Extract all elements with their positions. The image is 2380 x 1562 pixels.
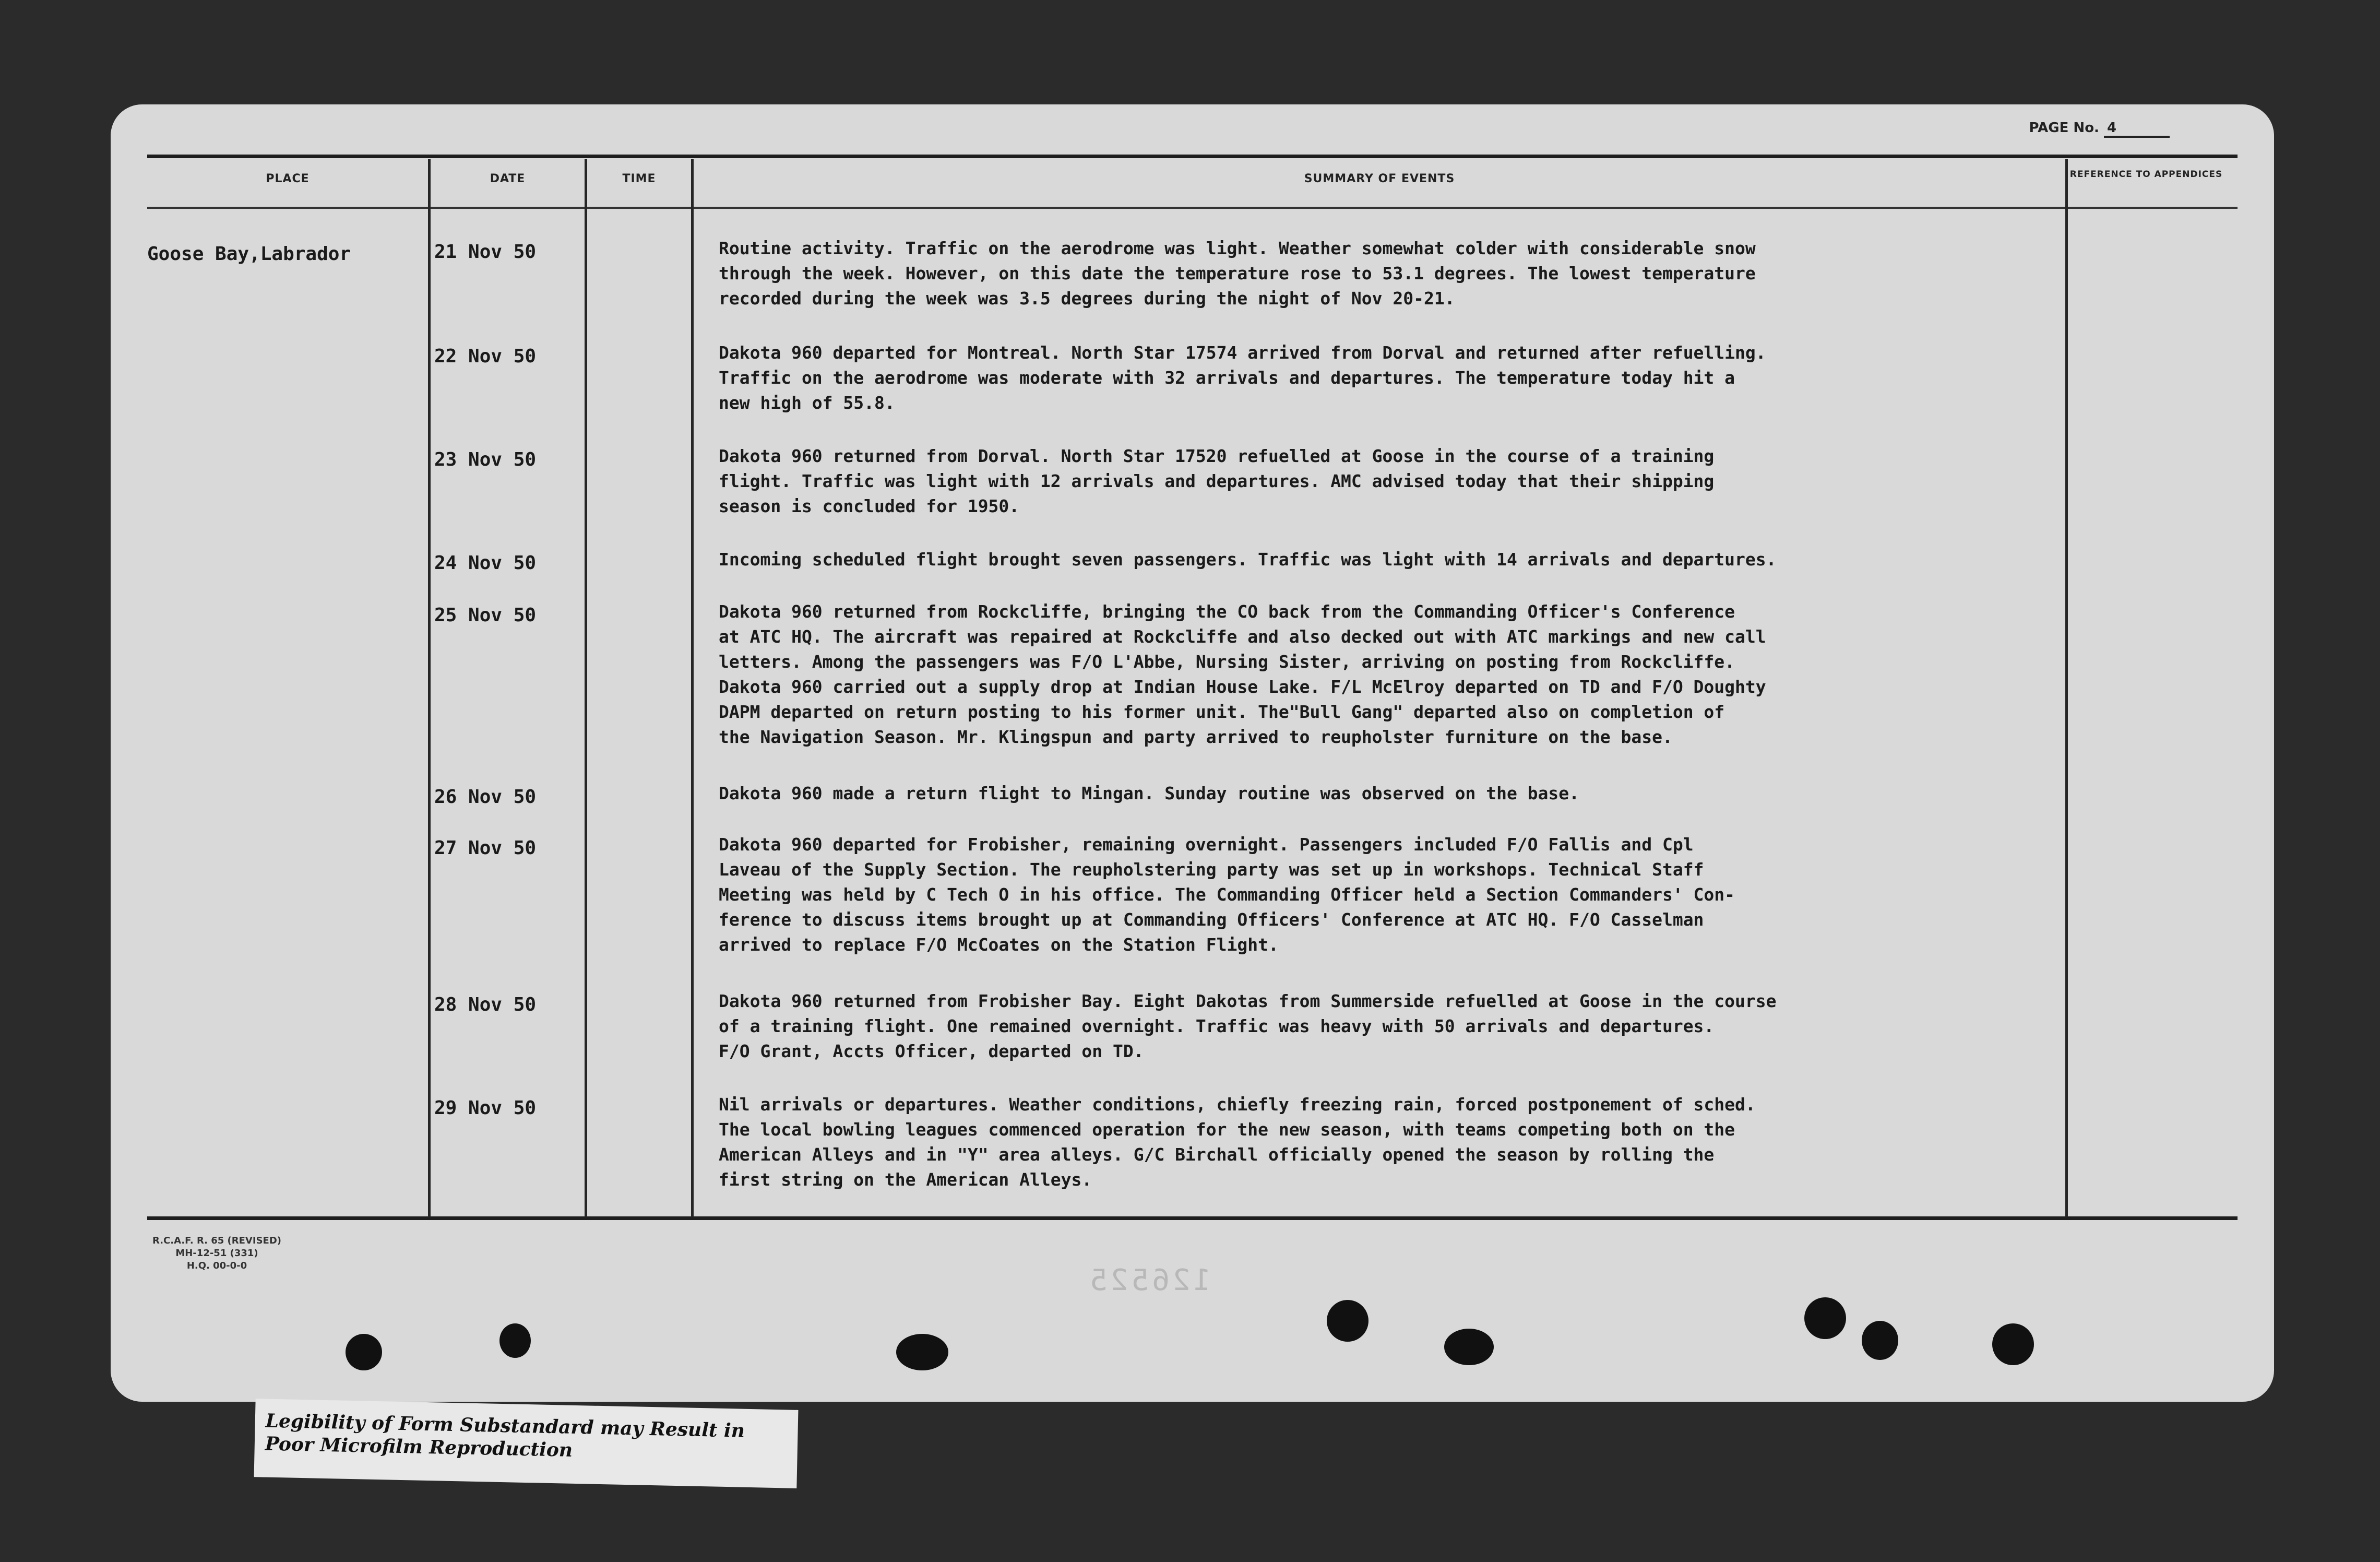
column-divider xyxy=(428,159,431,1217)
column-divider xyxy=(585,159,587,1217)
punch-hole xyxy=(1992,1323,2034,1365)
entry-summary: Dakota 960 returned from Dorval. North Star 17520 refuelled at Goose in the course of a training flight. Traffic was light with 12 arrivals and departures. AMC advised today that their shipping season is concluded for 1950. xyxy=(719,446,1715,516)
entry-summary: Nil arrivals or departures. Weather conditions, chiefly freezing rain, forced postponement of sched. The local bowling leagues commenced operation for the new season, with teams competing both on the American Alleys and in "Y" area alleys. G/C Birchall officially opened the season by rolling the first string on the American Alleys. xyxy=(719,1094,1756,1190)
entry-date: 21 Nov 50 xyxy=(434,241,537,263)
entry-date: 27 Nov 50 xyxy=(434,837,537,859)
entry-date: 28 Nov 50 xyxy=(434,994,537,1015)
entry-summary: Dakota 960 made a return flight to Mingan. Sunday routine was observed on the base. xyxy=(719,783,1580,803)
entry-date: 24 Nov 50 xyxy=(434,552,537,574)
page-number-label: PAGE No. xyxy=(2029,120,2099,136)
entry-summary: Dakota 960 returned from Rockcliffe, bringing the CO back from the Commanding Officer's Conference at ATC HQ. The aircraft was repaired at Rockcliffe and also decked out with ATC markings and new call letters. Among the passengers was F/O L'Abbe, Nursing Sister, arriving on posting from Rockcliffe. Dakota 960 carried out a supply drop at Indian House Lake. F/L McElroy departed on TD and F/O Doughty DAPM departed on return posting to his former unit. The"Bull Gang" departed also on completion of the Navigation Season. Mr. Klingspun and party arrived to reupholster furniture on the base. xyxy=(719,601,1766,747)
entry-date: 29 Nov 50 xyxy=(434,1097,537,1119)
entry-summary: Dakota 960 returned from Frobisher Bay. Eight Dakotas from Summerside refuelled at Goose in the course of a training flight. One remained overnight. Traffic was heavy with 50 arrivals and departures. F/O Grant, Accts Officer, departed on TD. xyxy=(719,991,1777,1061)
entry-summary: Dakota 960 departed for Montreal. North Star 17574 arrived from Dorval and returned after refuelling. Traffic on the aerodrome was moderate with 32 arrivals and departures. The temperature today hit a new high of 55.8. xyxy=(719,342,1766,413)
punch-hole xyxy=(896,1334,948,1370)
entry-date: 25 Nov 50 xyxy=(434,605,537,626)
header-place: PLACE xyxy=(266,172,310,185)
entry-date: 23 Nov 50 xyxy=(434,449,537,470)
entry-date: 26 Nov 50 xyxy=(434,786,537,808)
form-reference xyxy=(152,1235,281,1272)
record-sheet xyxy=(111,104,2274,1402)
column-divider xyxy=(691,159,694,1217)
form-reference-line: MH-12-51 (331) xyxy=(175,1248,258,1259)
entry-summary: Incoming scheduled flight brought seven passengers. Traffic was light with 14 arrivals and departures. xyxy=(719,549,1777,570)
punch-hole xyxy=(346,1334,382,1370)
entry-date: 22 Nov 50 xyxy=(434,346,537,367)
legibility-note: Legibility of Form Substandard may Result in Poor Microfilm Reproduction xyxy=(254,1399,799,1488)
punch-hole xyxy=(1444,1329,1494,1365)
place-entry: Goose Bay,Labrador xyxy=(147,243,351,265)
header-time: TIME xyxy=(622,172,656,185)
header-rule xyxy=(147,207,2238,209)
punch-hole xyxy=(499,1323,531,1358)
punch-hole xyxy=(1327,1300,1368,1342)
entry-summary: Routine activity. Traffic on the aerodrome was light. Weather somewhat colder with considerable snow through the week. However, on this date the temperature rose to 53.1 degrees. The lowest temperature recorded during the week was 3.5 degrees during the night of Nov 20-21. xyxy=(719,238,1756,309)
page-number xyxy=(2029,120,2170,138)
header-date: DATE xyxy=(490,172,526,185)
page-number-value: 4 xyxy=(2104,120,2170,138)
punch-hole xyxy=(1862,1321,1898,1360)
form-reference-line: H.Q. 00-0-0 xyxy=(186,1260,247,1271)
form-reference-line: R.C.A.F. R. 65 (REVISED) xyxy=(152,1235,281,1246)
entry-summary: Dakota 960 departed for Frobisher, remaining overnight. Passengers included F/O Fallis and Cpl Laveau of the Supply Section. The reupholstering party was set up in workshops. Technical Staff Meeting was held by C Tech O in his office. The Commanding Officer held a Section Commanders' Con- ference to discuss items brought up at Commanding Officers' Conference at ATC HQ. F/O Casselman arrived to replace F/O McCoates on the Station Flight. xyxy=(719,834,1735,955)
punch-hole xyxy=(1804,1297,1846,1339)
bottom-rule xyxy=(147,1216,2238,1220)
film-number: 126525 xyxy=(1087,1263,1211,1297)
header-summary: SUMMARY OF EVENTS xyxy=(1304,172,1455,185)
header-reference: REFERENCE TO APPENDICES xyxy=(2069,169,2223,180)
top-rule xyxy=(147,155,2238,158)
